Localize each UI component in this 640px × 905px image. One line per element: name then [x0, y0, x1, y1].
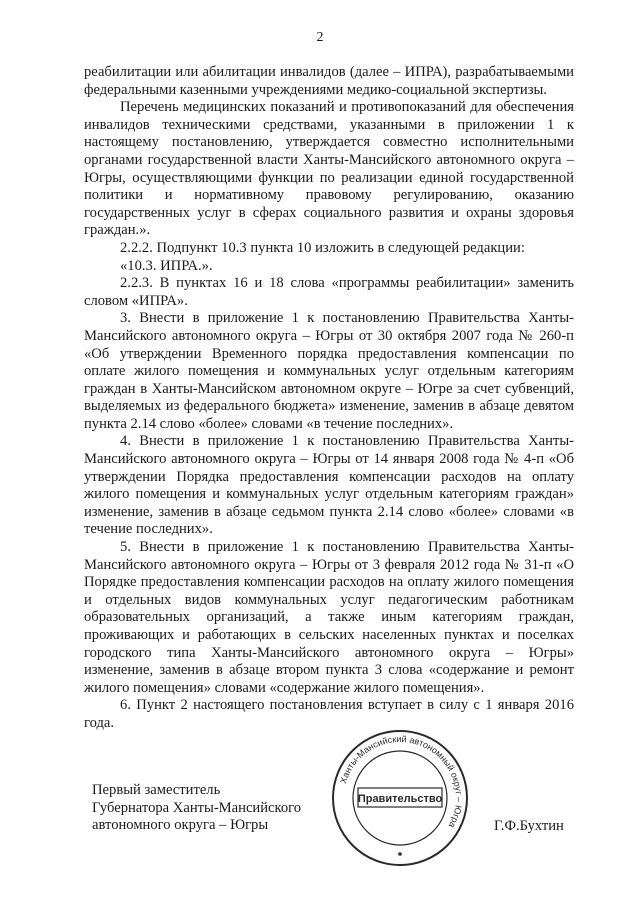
paragraph: 2.2.3. В пунктах 16 и 18 слова «программы реабилитации» заменить словом «ИПРА». [84, 275, 574, 309]
official-seal [330, 728, 470, 868]
paragraph: 3. Внести в приложение 1 к постановлению Правительства Ханты-Мансийского автономного округа – Югры от 30 октября 2007 года № 260-п «Об утверждении Временного порядка предоставления компенсации по оплате жилого помещения и коммунальных услуг отдельным категориям граждан в Ханты-Мансийском автономном округе – Югре за счет субвенций, выделяемых из федерального бюджета» изменение, заменив в абзаце девятом пункта 2.14 слово «более» словами «в течение последних». [84, 310, 574, 432]
signatory-position-line: Губернатора Ханты-Мансийского [92, 799, 302, 816]
paragraph: 2.2.2. Подпункт 10.3 пункта 10 изложить в следующей редакции: [120, 239, 525, 256]
signatory-position [92, 782, 301, 835]
seal-center-text: Правительство [357, 793, 443, 805]
paragraph: 5. Внести в приложение 1 к постановлению Правительства Ханты-Мансийского автономного округа – Югры от 3 февраля 2012 года № 31-п «О Порядке предоставления компенсации расходов на оплату жилого помещения и отдельных видов коммунальных услуг педагогическим работникам образовательных организаций, а также иным категориям граждан, проживающих и работающих в сельских населенных пунктах и поселках городского типа Ханты-Мансийского автономного округа – Югры» изменение, заменив в абзаце втором пункта 3 слова «содержание и ремонт жилого помещения» словами «содержание жилого помещения». [84, 539, 574, 696]
signatory-position-line: автономного округа – Югры [92, 817, 269, 834]
seal-ring-text: Ханты-Мансийский автономный округ – Югра [338, 733, 465, 830]
signatory-position-line: Первый заместитель [92, 782, 221, 798]
paragraph: Перечень медицинских показаний и противопоказаний для обеспечения инвалидов техническими средствами, указанными в приложении 1 к настоящему постановлению, утверждается совместно исполнительными органами государственной власти Ханты-Мансийского автономного округа – Югры, осуществляющими функции по реализации единой государственной политики и нормативному правовому регулированию, оказанию государственных услуг в сферах социального развития и охраны здоровья граждан.». [84, 99, 574, 239]
paragraph: реабилитации или абилитации инвалидов (далее – ИПРА), разрабатываемыми федеральными казенными учреждениями медико-социальной экспертизы. [84, 64, 574, 98]
paragraph: 4. Внести в приложение 1 к постановлению Правительства Ханты-Мансийского автономного округа – Югры от 14 января 2008 года № 4-п «Об утверждении Порядка предоставления компенсации расходов на оплату жилого помещения и коммунальных услуг отдельным категориям граждан» изменение, заменив в абзаце седьмом пункта 2.14 слово «более» словами «в течение последних». [84, 433, 574, 538]
paragraph: «10.3. ИПРА.». [120, 257, 213, 274]
signatory-name: Г.Ф.Бухтин [494, 818, 564, 834]
seal-dot [398, 852, 402, 856]
document-body [84, 64, 574, 733]
paragraph: 6. Пункт 2 настоящего постановления вступает в силу с 1 января 2016 года. [84, 697, 574, 731]
page-number: 2 [316, 30, 324, 45]
